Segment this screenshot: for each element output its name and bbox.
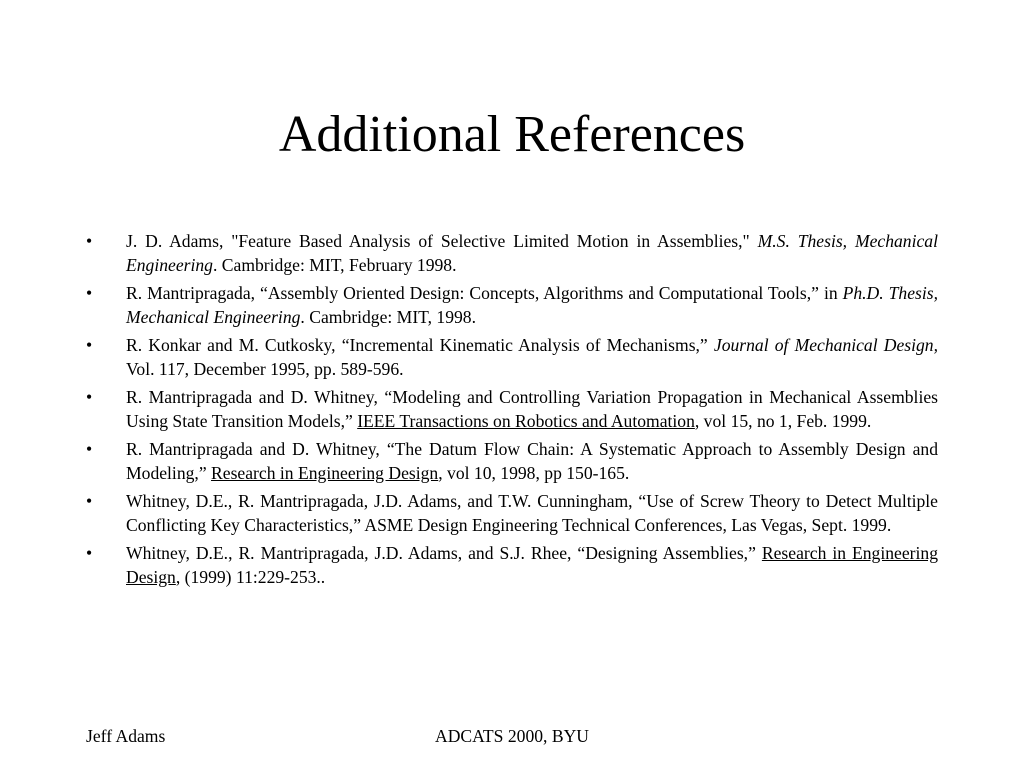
reference-source-link: IEEE Transactions on Robotics and Automation [357, 411, 695, 431]
reference-details: , (1999) 11:229-253.. [175, 567, 326, 587]
bullet-icon: • [86, 491, 93, 511]
reference-item [86, 281, 938, 329]
footer-event: ADCATS 2000, BYU [435, 726, 589, 746]
reference-text: Whitney, D.E., R. Mantripragada, J.D. Adams, and S.J. Rhee, “Designing Assemblies,” [126, 543, 762, 563]
bullet-icon: • [86, 335, 93, 355]
bullet-icon: • [86, 387, 93, 407]
reference-source-link: Research in Engineering Design [126, 543, 938, 587]
bullet-icon: • [86, 283, 93, 303]
reference-details: Vol. 117, December 1995, pp. 589-596. [126, 359, 404, 379]
reference-item [86, 385, 938, 433]
reference-details: , vol 10, 1998, pp 150-165. [438, 463, 630, 483]
footer-author: Jeff Adams [86, 726, 166, 746]
reference-source: Journal of Mechanical Design, [713, 335, 938, 355]
reference-item [86, 333, 938, 381]
reference-text: R. Mantripragada and D. Whitney, “Modeling and Controlling Variation Propagation in Mechanical Assemblies Using State Transition Models,” [126, 387, 938, 431]
bullet-icon: • [86, 543, 93, 563]
reference-text: R. Konkar and M. Cutkosky, “Incremental Kinematic Analysis of Mechanisms,” [126, 335, 714, 355]
reference-details: , vol 15, no 1, Feb. 1999. [694, 411, 872, 431]
reference-item [86, 229, 938, 277]
reference-text: R. Mantripragada, “Assembly Oriented Design: Concepts, Algorithms and Computational Tools,” in [126, 283, 843, 303]
bullet-icon: • [86, 439, 93, 459]
reference-text: Whitney, D.E., R. Mantripragada, J.D. Adams, and T.W. Cunningham, “Use of Screw Theory to Detect Multiple Conflicting Key Characteristics,” ASME Design Engineering Technical Conferences, Las Vegas, Sept. 1999. [126, 491, 938, 535]
reference-source: Ph.D. Thesis, Mechanical Engineering [126, 283, 938, 327]
reference-source-link: Research in Engineering Design [211, 463, 439, 483]
bullet-icon: • [86, 231, 93, 251]
reference-details: . Cambridge: MIT, February 1998. [212, 255, 457, 275]
reference-list [86, 229, 938, 593]
slide-title: Additional References [278, 106, 746, 163]
reference-details: . Cambridge: MIT, 1998. [300, 307, 477, 327]
reference-source: M.S. Thesis, Mechanical Engineering [126, 231, 938, 275]
reference-item [86, 541, 938, 589]
reference-item [86, 489, 938, 537]
reference-text: J. D. Adams, "Feature Based Analysis of Selective Limited Motion in Assemblies," [126, 231, 758, 251]
reference-item [86, 437, 938, 485]
reference-text: R. Mantripragada and D. Whitney, “The Datum Flow Chain: A Systematic Approach to Assembly Design and Modeling,” [126, 439, 938, 483]
